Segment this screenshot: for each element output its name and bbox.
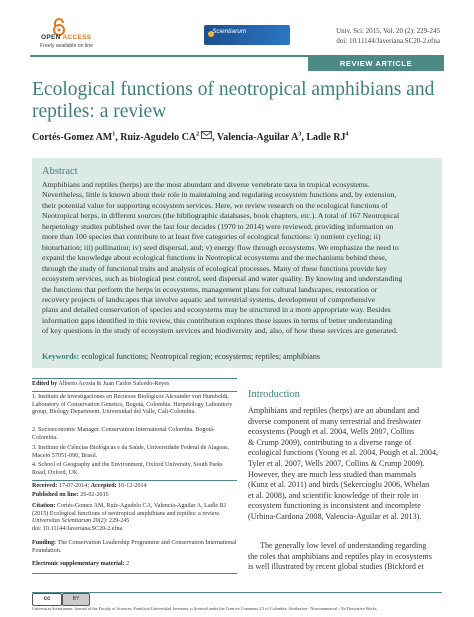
editors: Alberto Acosta & Juan Carlos Salcedo-Reyes: [58, 381, 170, 387]
author-affiliation-mark: 4: [345, 131, 349, 138]
text-line: plans and detailed conservation of species and ecosystems may be structured in a more appropriate way. Besides: [42, 305, 391, 315]
text-line: of key questions in the study of ecosystem services and biodiversity and, also, of how these services are generated.: [42, 326, 398, 336]
supplementary-label: Electronic supplementary material:: [32, 561, 125, 567]
funding: [32, 540, 237, 555]
citation-doi: doi: 10.11144/Javeriana.SC20-2.efna: [336, 37, 440, 45]
affiliation: 3. Instituto de Ciências Biológicas e da Saúde, Universidade Federal de Alagoas, Maceió 57051-090, Brasil.: [32, 445, 229, 459]
column-divider: [32, 480, 237, 481]
text-line: diverse component of many terrestrial and freshwater: [248, 416, 422, 426]
author-name: , Valencia-Aguilar A: [212, 132, 299, 143]
introduction-paragraph: [248, 541, 442, 573]
author-list: [32, 131, 452, 143]
citation: [32, 503, 237, 534]
published-date: 26-02-2015: [80, 492, 109, 498]
accepted-label: Accepted:: [90, 483, 117, 489]
journal-logo-text: Scientiarum: [212, 28, 247, 35]
column-divider: [32, 378, 237, 379]
text-line: Amphibians and reptiles (herps) are the most abundant and diverse vertebrate taxa in tropical ecosystems.: [42, 180, 370, 189]
supplementary-count: 2: [126, 561, 130, 567]
affiliation: 4. School of Geography and the Environment, Oxford University, South Parks Road, Oxford, UK.: [32, 462, 223, 476]
cc-by-badge: BY: [62, 593, 90, 606]
article-title: [32, 79, 442, 123]
text-line: & Crump 2009), contributing to a diverse range of: [248, 437, 412, 447]
footer-divider: [32, 592, 442, 593]
text-line: ecosystem functioning is inconsistent and incomplete: [248, 501, 421, 511]
text-line: ecosystem services, such as biological pest control, seed dispersal and water quality. By knowing and understanding: [42, 274, 403, 284]
text-line: Neotropical herps, in different sources (the bibliographic databases, book chapters, etc.). A total of 167 Neotropical: [42, 211, 400, 221]
open-access-subtitle: Freely available on line: [40, 43, 94, 49]
edited-by-label: Edited by: [32, 381, 58, 387]
affiliation: 2. Socioeconomic Manager. Conservation International Colombia. Bogotá-Colombia.: [32, 427, 215, 441]
text-line: Tyler et al. 2007, Wells 2007, Collins & Crump 2009).: [248, 458, 425, 468]
text-line: Amphibians and reptiles (herps) are an abundant and: [248, 406, 420, 415]
dates-received-accepted: Received: 17-07-2014; Accepted: 16-12-2014: [32, 483, 147, 489]
text-line: (Kunz et al. 2011) and birds (Sekercioglu 2006, Whelan: [248, 480, 430, 490]
published-label: Published on line:: [32, 492, 79, 498]
received-date: 17-07-2014: [58, 483, 88, 489]
keywords: [42, 352, 433, 361]
abstract-text: [42, 180, 433, 337]
envelope-icon: [201, 131, 212, 139]
text-line: Nevertheless, little is known about their role in maintaining and regulating ecosystem functions and, by extension,: [42, 190, 397, 200]
author-name: Cortés-Gomez AM: [32, 132, 113, 143]
author-name: , Ruiz-Agudelo CA: [115, 132, 197, 143]
text-line: expand the knowledge about ecological functions in Neotropical ecosystems and the mechanisms behind these,: [42, 253, 387, 263]
column-divider: [32, 573, 237, 574]
text-line: The generally low level of understanding regarding: [260, 541, 427, 550]
text-line: (Urbina-Cardona 2008, Valencia-Aguilar et al. 2013).: [248, 511, 422, 521]
text-line: et al. 2008), and scientific knowledge of their role in: [248, 490, 419, 500]
author-affiliation-mark: 1: [112, 131, 116, 138]
text-line: the functions that perform the herps in ecosystems, management plans for cultural landscapes, restoration or: [42, 284, 378, 294]
text-line: recovery projects of landscapes that involve aquatic and terrestrial systems, development of comprehensive: [42, 294, 375, 304]
citation-volume: Univ. Sci. 2015, Vol. 20 (2): 229-245: [336, 27, 440, 35]
keywords-label: Keywords:: [42, 352, 80, 361]
author-affiliation-mark: 2: [196, 131, 200, 138]
text-line: more than 100 species that contribute to at least five categories of ecological functions: i) nutrient cycling; ii): [42, 232, 381, 242]
funding-text: The Conservation Leadership Programme and Conservation International Foundation.: [32, 540, 237, 554]
text-line: herpetology studies published over the last four decades (1970 to 2014) were reviewed, providing information on: [42, 221, 394, 231]
citation-label: Citation:: [32, 503, 56, 509]
creative-commons-badge: cc: [32, 593, 62, 606]
text-line: However, they are much less studied than mammals: [248, 469, 417, 479]
supplementary-material: [32, 561, 237, 569]
citation-doi-text: doi: 10.11144/Javeriana.SC20-2.efna: [32, 526, 123, 533]
text-line: information gaps identified in this review, this contribution explores these issues in terms of better understanding: [42, 315, 393, 325]
received-label: Received:: [32, 483, 58, 489]
license-note: Universitas Scientiarum, Journal of the Faculty of Sciences, Pontificia Universidad Javeriana, is licensed under the Creative Commons 2.5 of Colombia: Attribution - Noncommercial - No Derivative Works.: [32, 606, 378, 611]
article-title-line: reptiles: a review: [32, 101, 167, 122]
text-line: their potential value for supporting ecosystem services. Here, we review research on the ecological functions of: [42, 200, 388, 210]
author-name: , Ladle RJ: [301, 132, 346, 143]
open-access-prefix: OPEN: [41, 34, 61, 41]
text-line: ecological functions (Young et al. 2004, Pough et al. 2004,: [248, 448, 439, 458]
text-line: is well illustrated by recent global studies (Bickford et: [248, 562, 424, 572]
citation-volume-pages: 20(2): 229-245: [92, 518, 130, 525]
funding-label: Funding:: [32, 540, 57, 546]
introduction-paragraph: [248, 406, 442, 523]
keywords-list: ecological functions; Neotropical region; ecosystems; reptiles; amphibians: [81, 352, 320, 361]
article-type-label: REVIEW ARTICLE: [339, 59, 413, 68]
text-line: bioturbation; iii) pollination; iv) seed dispersal, and; v) energy flow through ecosystems. We emphasize the need to: [42, 242, 399, 252]
column-divider: [32, 391, 237, 392]
text-line: through the study of functional traits and analysis of ecological processes. Many of these functions provide key: [42, 263, 388, 273]
citation-text: Cortés-Gomez AM, Ruiz-Agudelo CA, Valencia-Aguilar A, Ladle RJ (2015) Ecological functions of neotropical amphibians and reptiles: a review.: [32, 503, 227, 517]
date-published: [32, 492, 237, 500]
text-line: ecosystems (Pough et al. 2004, Wells 2007, Collins: [248, 427, 415, 437]
introduction-heading: Introduction: [248, 389, 300, 400]
article-title-line: Ecological functions of neotropical amphibians and: [32, 79, 435, 100]
author-affiliation-mark: 3: [298, 131, 302, 138]
accepted-date: 16-12-2014: [118, 483, 147, 489]
text-line: the roles that amphibians and reptiles play in ecosystems: [248, 551, 432, 561]
affiliation: 1. Instituto de investigaciones en Recursos Biológicos Alexander von Humboldt, Laboratory of Conservation Genetics, Bogotá, Colombia. Herpetology Laboratory group, Biology Department, Universidad del Valle, Cali-Colombia.: [32, 394, 233, 416]
citation-journal: Universitas Scientiarum: [32, 518, 92, 525]
open-access-suffix: ACCESS: [62, 34, 92, 41]
abstract-heading: Abstract: [42, 166, 78, 177]
open-access-label: [41, 34, 91, 41]
edited-by: [32, 381, 237, 389]
